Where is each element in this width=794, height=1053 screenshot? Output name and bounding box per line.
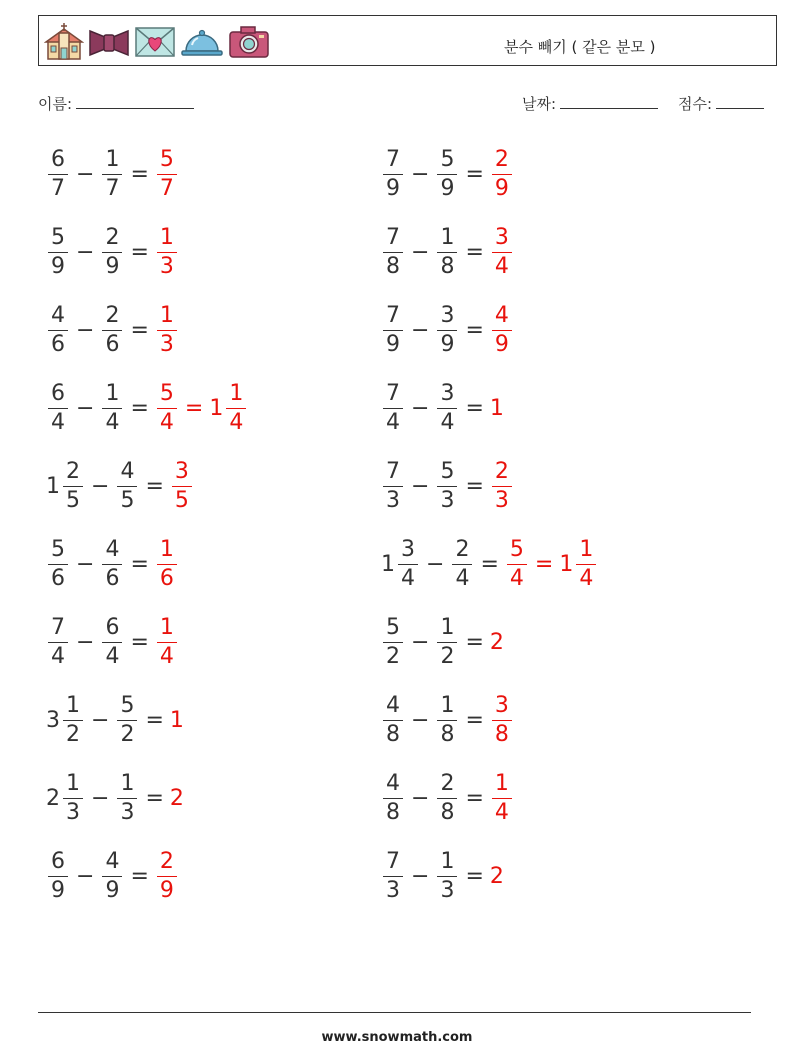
subtrahend-fraction [437,380,457,435]
minus-sign: − [76,317,95,343]
answer-fraction-denominator: 3 [494,487,509,513]
minus-sign: − [91,707,110,733]
equals-sign: = [145,473,164,499]
minuend-fraction-numerator: 2 [63,461,83,487]
equals-sign: = [465,239,484,265]
answer-fraction-denominator: 3 [159,253,174,279]
minuend-fraction-numerator: 1 [63,773,83,799]
subtrahend-fraction [437,146,457,201]
answer-fraction-numerator: 1 [157,305,177,331]
answer-equals-sign: = [184,395,204,421]
minuend-fraction-numerator: 7 [383,461,403,487]
minuend-fraction [63,692,83,747]
answer [170,786,184,811]
minuend-fraction-numerator: 6 [48,851,68,877]
minus-sign: − [76,863,95,889]
answer [155,614,179,669]
minus-sign: − [76,629,95,655]
answer [490,146,514,201]
minuend-fraction-denominator: 9 [386,331,400,357]
answer-fraction-numerator: 2 [157,851,177,877]
answer-fraction-denominator: 4 [159,643,174,669]
minuend-fraction-denominator: 4 [51,643,65,669]
answer-fraction-denominator: 9 [159,877,174,903]
minuend-fraction-numerator: 7 [48,617,68,643]
answer [490,630,504,655]
answer-fraction-numerator: 5 [507,539,527,565]
minuend-fraction-denominator: 8 [386,721,400,747]
subtrahend-fraction-denominator: 3 [120,799,135,825]
answer-fraction-numerator: 3 [172,461,192,487]
subtrahend-fraction [437,848,457,903]
minuend-fraction-numerator: 1 [63,695,83,721]
subtrahend-fraction [117,458,137,513]
answer-fraction-denominator: 3 [159,331,174,357]
minus-sign: − [411,707,430,733]
answer-fraction [492,302,512,357]
name-label: 이름: [38,95,73,113]
problem-item [381,222,514,282]
answer [490,864,504,889]
subtrahend-fraction-denominator: 6 [105,565,120,591]
subtrahend-fraction-numerator: 6 [102,617,122,643]
minus-sign: − [411,785,430,811]
minuend-fraction [63,458,83,513]
problem-item [46,690,184,750]
subtrahend-fraction-denominator: 4 [455,565,470,591]
equals-sign: = [465,629,484,655]
problem-item [46,378,248,438]
subtrahend-fraction-numerator: 1 [102,149,122,175]
answer-fraction-numerator: 5 [157,383,177,409]
subtrahend-fraction-denominator: 9 [440,175,455,201]
subtrahend-fraction [437,770,457,825]
problem-item [46,846,179,906]
minuend-fraction [383,848,403,903]
answer-fraction-numerator: 1 [157,617,177,643]
answer [490,396,504,421]
subtrahend-fraction [437,302,457,357]
minuend-fraction-denominator: 5 [66,487,80,513]
answer-fraction-denominator: 9 [494,331,509,357]
subtrahend-fraction-numerator: 2 [437,773,457,799]
answer [155,224,179,279]
answer-mixed-fraction-denominator: 4 [579,565,594,591]
subtrahend-fraction-numerator: 1 [437,851,457,877]
equals-sign: = [465,707,484,733]
answer-fraction-denominator: 4 [159,409,174,435]
problem-item [46,300,179,360]
subtrahend-fraction-numerator: 2 [102,305,122,331]
score-field [678,93,764,114]
subtrahend-fraction-numerator: 1 [437,695,457,721]
answer-fraction [157,614,177,669]
subtrahend-fraction-numerator: 3 [437,305,457,331]
footer-url: www.snowmath.com [321,1030,473,1045]
problem-item [381,378,504,438]
subtrahend-fraction [102,380,122,435]
worksheet-header [38,15,777,66]
subtrahend-fraction-denominator: 9 [105,877,120,903]
minus-sign: − [411,863,430,889]
minuend-fraction [383,146,403,201]
answer-fraction-denominator: 5 [174,487,189,513]
subtrahend-fraction [102,536,122,591]
subtrahend-fraction-numerator: 1 [117,773,137,799]
minus-sign: − [76,239,95,265]
name-field [38,93,194,114]
answer [170,708,184,733]
subtrahend-fraction-numerator: 4 [102,851,122,877]
answer-fraction [492,146,512,201]
subtrahend-fraction [102,224,122,279]
answer [490,458,514,513]
answer [155,380,248,435]
minuend-fraction-denominator: 4 [386,409,400,435]
minuend-fraction [48,380,68,435]
minus-sign: − [411,395,430,421]
answer-whole: 2 [489,863,504,889]
subtrahend-fraction-numerator: 1 [102,383,122,409]
answer-mixed-fraction [576,536,596,591]
minus-sign: − [411,473,430,499]
date-label: 날짜: [522,95,557,113]
answer [155,536,179,591]
name-blank [76,94,194,109]
minuend-fraction-numerator: 7 [383,851,403,877]
subtrahend-fraction-numerator: 3 [437,383,457,409]
subtrahend-fraction-denominator: 5 [120,487,135,513]
subtrahend-fraction-denominator: 7 [105,175,120,201]
minuend-fraction [48,302,68,357]
minuend-fraction-numerator: 4 [48,305,68,331]
answer-mixed-fraction-denominator: 4 [229,409,244,435]
answer-fraction-numerator: 1 [492,773,512,799]
answer-fraction-numerator: 2 [492,149,512,175]
score-blank [716,94,764,109]
equals-sign: = [465,395,484,421]
equals-sign: = [130,395,149,421]
minuend-fraction-denominator: 6 [51,565,65,591]
subtrahend-fraction [437,692,457,747]
subtrahend-fraction-denominator: 6 [105,331,120,357]
problem-item [381,144,514,204]
minuend-fraction-numerator: 6 [48,149,68,175]
answer-fraction-numerator: 1 [157,539,177,565]
answer-whole: 1 [489,395,504,421]
answer-mixed-whole: 1 [209,395,224,421]
answer [490,224,514,279]
problem-item [381,768,514,828]
minuend-fraction [48,146,68,201]
minus-sign: − [411,317,430,343]
score-label: 점수: [678,95,713,113]
equals-sign: = [145,707,164,733]
minuend-fraction-denominator: 9 [51,877,65,903]
answer [490,302,514,357]
equals-sign: = [465,161,484,187]
subtrahend-fraction-denominator: 4 [105,409,120,435]
answer [505,536,598,591]
answer-fraction [492,692,512,747]
subtrahend-fraction [452,536,472,591]
problem-item [46,144,179,204]
subtrahend-fraction [437,614,457,669]
problem-item [381,612,504,672]
answer-equals-sign: = [534,551,554,577]
minuend-fraction-numerator: 3 [398,539,418,565]
answer-fraction-denominator: 4 [494,799,509,825]
subtrahend-fraction-denominator: 2 [120,721,135,747]
minuend-whole: 1 [381,551,395,577]
subtrahend-fraction-denominator: 8 [440,253,455,279]
equals-sign: = [130,317,149,343]
equals-sign: = [130,863,149,889]
minuend-fraction [48,848,68,903]
minuend-fraction-denominator: 4 [51,409,65,435]
subtrahend-fraction-numerator: 1 [437,617,457,643]
minuend-fraction-numerator: 5 [48,227,68,253]
minus-sign: − [411,629,430,655]
equals-sign: = [130,239,149,265]
minuend-fraction [383,224,403,279]
minuend-fraction-denominator: 2 [386,643,400,669]
subtrahend-fraction [102,614,122,669]
subtrahend-fraction-denominator: 9 [440,331,455,357]
equals-sign: = [465,473,484,499]
minuend-fraction-numerator: 4 [383,695,403,721]
answer-fraction [157,146,177,201]
minuend-fraction [48,614,68,669]
minus-sign: − [426,551,445,577]
subtrahend-fraction-denominator: 3 [440,877,455,903]
answer-fraction-denominator: 8 [494,721,509,747]
answer-fraction [507,536,527,591]
minuend-fraction-denominator: 9 [386,175,400,201]
subtrahend-fraction-denominator: 8 [440,799,455,825]
subtrahend-fraction-numerator: 5 [437,149,457,175]
subtrahend-fraction [102,848,122,903]
answer-fraction-numerator: 3 [492,227,512,253]
subtrahend-fraction-numerator: 2 [452,539,472,565]
answer-fraction [492,770,512,825]
answer [170,458,194,513]
equals-sign: = [145,785,164,811]
minuend-fraction-denominator: 4 [401,565,415,591]
problem-item [381,456,514,516]
minus-sign: − [76,161,95,187]
equals-sign: = [130,161,149,187]
subtrahend-fraction-denominator: 2 [440,643,455,669]
answer-fraction [157,224,177,279]
problem-item [381,690,514,750]
minuend-fraction-denominator: 9 [51,253,65,279]
minuend-fraction-denominator: 8 [386,799,400,825]
problem-item [46,456,194,516]
answer-fraction-numerator: 2 [492,461,512,487]
minuend-fraction-denominator: 7 [51,175,65,201]
subtrahend-fraction [102,302,122,357]
equals-sign: = [465,785,484,811]
minuend-fraction [383,380,403,435]
minuend-fraction [383,458,403,513]
minus-sign: − [76,395,95,421]
minuend-fraction [48,536,68,591]
minuend-fraction-denominator: 3 [66,799,80,825]
answer-mixed-fraction-numerator: 1 [226,383,246,409]
answer [155,848,179,903]
subtrahend-fraction-denominator: 4 [105,643,120,669]
minus-sign: − [76,551,95,577]
answer [155,302,179,357]
subtrahend-fraction-numerator: 4 [117,461,137,487]
answer-fraction-denominator: 6 [159,565,174,591]
equals-sign: = [480,551,499,577]
minuend-fraction-numerator: 4 [383,773,403,799]
equals-sign: = [465,863,484,889]
minuend-fraction-numerator: 5 [48,539,68,565]
problem-item [46,612,179,672]
subtrahend-fraction [117,770,137,825]
minuend-fraction-denominator: 2 [66,721,80,747]
subtrahend-fraction-numerator: 5 [437,461,457,487]
minuend-fraction-numerator: 6 [48,383,68,409]
answer-fraction [157,848,177,903]
minuend-fraction-denominator: 3 [386,487,400,513]
minuend-fraction-denominator: 3 [386,877,400,903]
answer-mixed-fraction [226,380,246,435]
answer-mixed-whole: 1 [559,551,574,577]
minuend-fraction-denominator: 8 [386,253,400,279]
minuend-fraction-numerator: 7 [383,383,403,409]
minuend-fraction [48,224,68,279]
subtrahend-fraction-numerator: 2 [102,227,122,253]
subtrahend-fraction-denominator: 9 [105,253,120,279]
minuend-fraction [383,302,403,357]
answer-whole: 1 [169,707,184,733]
subtrahend-fraction-numerator: 1 [437,227,457,253]
equals-sign: = [130,629,149,655]
worksheet-title: 분수 빼기 ( 같은 분모 ) [504,38,656,56]
answer-fraction-denominator: 9 [494,175,509,201]
subtrahend-fraction [102,146,122,201]
minuend-whole: 3 [46,707,60,733]
answer-fraction-numerator: 4 [492,305,512,331]
answer-mixed-fraction-numerator: 1 [576,539,596,565]
subtrahend-fraction [437,224,457,279]
minuend-fraction [383,614,403,669]
answer-whole: 2 [169,785,184,811]
minuend-fraction-numerator: 7 [383,149,403,175]
problem-item [381,846,504,906]
answer [490,692,514,747]
minuend-fraction-numerator: 7 [383,305,403,331]
answer-fraction-denominator: 4 [509,565,524,591]
date-blank [560,94,658,109]
subtrahend-fraction-denominator: 3 [440,487,455,513]
answer-fraction [157,380,177,435]
minuend-fraction [383,692,403,747]
problem-item [46,222,179,282]
footer-divider [38,1012,751,1013]
answer-fraction-numerator: 1 [157,227,177,253]
problem-item [46,768,184,828]
minuend-whole: 1 [46,473,60,499]
answer-fraction-numerator: 3 [492,695,512,721]
equals-sign: = [465,317,484,343]
answer-fraction [157,302,177,357]
minus-sign: − [411,161,430,187]
answer-whole: 2 [489,629,504,655]
minuend-fraction-numerator: 7 [383,227,403,253]
minuend-fraction [63,770,83,825]
minus-sign: − [91,473,110,499]
answer-fraction-numerator: 5 [157,149,177,175]
problem-item [46,534,179,594]
date-field [522,93,658,114]
minuend-fraction [398,536,418,591]
subtrahend-fraction [437,458,457,513]
answer [155,146,179,201]
problem-item [381,300,514,360]
subtrahend-fraction-denominator: 4 [440,409,455,435]
subtrahend-fraction-numerator: 5 [117,695,137,721]
answer-fraction [492,458,512,513]
equals-sign: = [130,551,149,577]
subtrahend-fraction-numerator: 4 [102,539,122,565]
answer-fraction-denominator: 7 [159,175,174,201]
minuend-fraction-numerator: 5 [383,617,403,643]
minuend-fraction [383,770,403,825]
subtrahend-fraction [117,692,137,747]
answer-fraction [157,536,177,591]
problem-item [381,534,598,594]
minus-sign: − [91,785,110,811]
answer [490,770,514,825]
subtrahend-fraction-denominator: 8 [440,721,455,747]
minuend-whole: 2 [46,785,60,811]
answer-fraction [492,224,512,279]
answer-fraction [172,458,192,513]
answer-fraction-denominator: 4 [494,253,509,279]
minuend-fraction-denominator: 6 [51,331,65,357]
minus-sign: − [411,239,430,265]
